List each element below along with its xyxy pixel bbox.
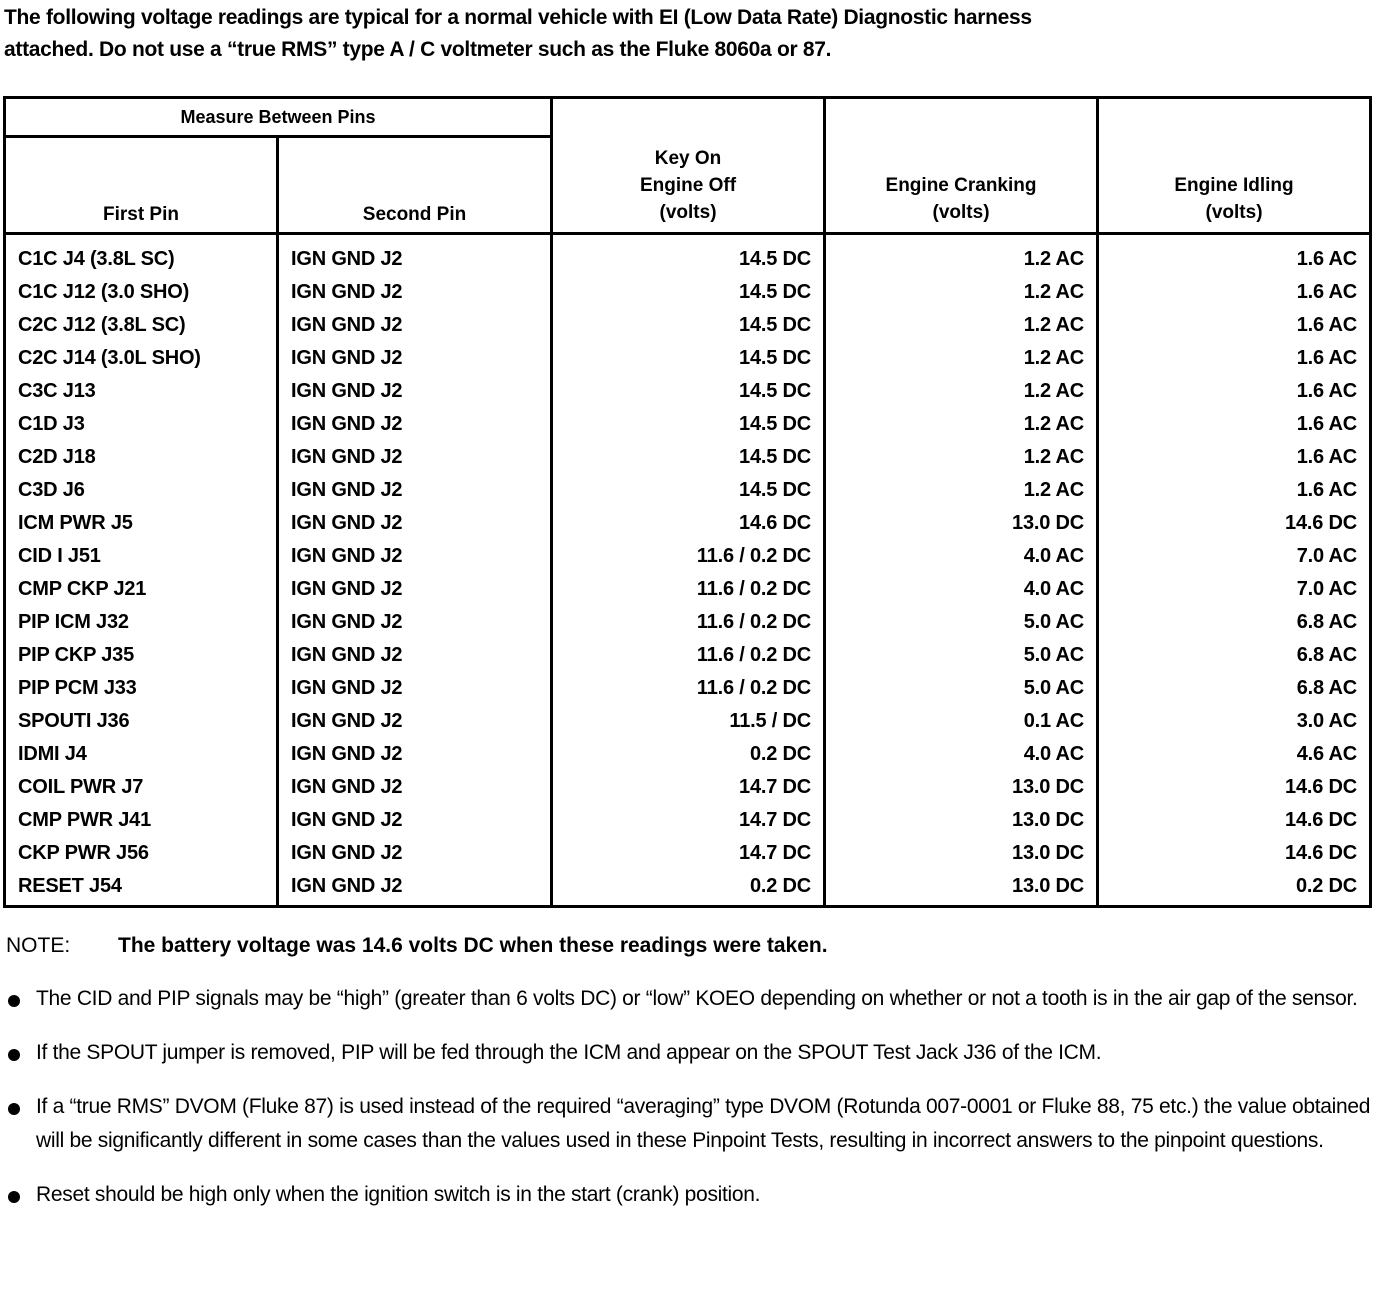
cell-key-on-engine-off: 14.5 DC [552,408,825,441]
header-koeo-line-1: Key On [654,148,722,169]
cell-key-on-engine-off: 14.5 DC [552,309,825,342]
cell-key-on-engine-off: 14.7 DC [552,771,825,804]
cell-second-pin: IGN GND J2 [278,234,552,277]
bullet-dot-icon [8,995,20,1007]
cell-engine-cranking: 1.2 AC [825,342,1098,375]
cell-first-pin: RESET J54 [5,870,278,907]
cell-engine-cranking: 13.0 DC [825,870,1098,907]
cell-second-pin: IGN GND J2 [278,375,552,408]
cell-key-on-engine-off: 11.6 / 0.2 DC [552,639,825,672]
table-row [5,540,1371,573]
cell-engine-idling: 1.6 AC [1098,441,1371,474]
cell-engine-cranking: 1.2 AC [825,474,1098,507]
cell-engine-cranking: 5.0 AC [825,606,1098,639]
note-text: The battery voltage was 14.6 volts DC when these readings were taken. [118,934,828,957]
table-row [5,606,1371,639]
cell-second-pin: IGN GND J2 [278,342,552,375]
header-second-pin: Second Pin [278,137,552,234]
cell-key-on-engine-off: 14.5 DC [552,342,825,375]
cell-engine-cranking: 13.0 DC [825,804,1098,837]
cell-first-pin: C3D J6 [5,474,278,507]
cell-second-pin: IGN GND J2 [278,309,552,342]
cell-key-on-engine-off: 11.6 / 0.2 DC [552,606,825,639]
header-engine-cranking [825,98,1098,234]
header-measure-between-pins: Measure Between Pins [5,98,552,137]
cell-first-pin: C1D J3 [5,408,278,441]
table-row [5,375,1371,408]
header-engine-idling [1098,98,1371,234]
cell-second-pin: IGN GND J2 [278,408,552,441]
cell-second-pin: IGN GND J2 [278,738,552,771]
cell-engine-idling: 6.8 AC [1098,672,1371,705]
bullet-text: If the SPOUT jumper is removed, PIP will be fed through the ICM and appear on the SPOUT Test Jack J36 of the ICM. [36,1041,1102,1064]
header-key-on-engine-off [552,98,825,234]
cell-first-pin: CMP PWR J41 [5,804,278,837]
bullet-dot-icon [8,1191,20,1203]
cell-engine-idling: 3.0 AC [1098,705,1371,738]
cell-engine-cranking: 1.2 AC [825,276,1098,309]
table-row [5,276,1371,309]
cell-first-pin: C3C J13 [5,375,278,408]
table-body [5,234,1371,907]
table-row [5,705,1371,738]
table-row [5,837,1371,870]
cell-key-on-engine-off: 14.5 DC [552,441,825,474]
cell-second-pin: IGN GND J2 [278,276,552,309]
cell-engine-cranking: 0.1 AC [825,705,1098,738]
table-row [5,234,1371,277]
cell-engine-cranking: 13.0 DC [825,837,1098,870]
cell-first-pin: C2C J14 (3.0L SHO) [5,342,278,375]
bullet-text: Reset should be high only when the ignition switch is in the start (crank) position. [36,1183,761,1206]
bullet-item [6,1036,1376,1070]
header-koeo-line-2: Engine Off [639,175,737,196]
cell-key-on-engine-off: 14.5 DC [552,474,825,507]
cell-engine-idling: 1.6 AC [1098,309,1371,342]
cell-engine-cranking: 13.0 DC [825,771,1098,804]
cell-key-on-engine-off: 0.2 DC [552,870,825,907]
header-koeo-line-3: (volts) [659,202,717,223]
cell-key-on-engine-off: 14.6 DC [552,507,825,540]
cell-key-on-engine-off: 14.5 DC [552,276,825,309]
header-idling-line-2: (volts) [1205,202,1263,223]
cell-key-on-engine-off: 14.5 DC [552,234,825,277]
cell-key-on-engine-off: 11.5 / DC [552,705,825,738]
cell-first-pin: C1C J12 (3.0 SHO) [5,276,278,309]
cell-engine-cranking: 4.0 AC [825,540,1098,573]
notes-bullet-list [6,982,1376,1232]
cell-engine-idling: 7.0 AC [1098,540,1371,573]
cell-second-pin: IGN GND J2 [278,837,552,870]
header-cranking-line-2: (volts) [932,202,990,223]
cell-engine-idling: 1.6 AC [1098,474,1371,507]
table-row [5,738,1371,771]
cell-second-pin: IGN GND J2 [278,771,552,804]
cell-key-on-engine-off: 14.7 DC [552,804,825,837]
cell-first-pin: COIL PWR J7 [5,771,278,804]
cell-first-pin: IDMI J4 [5,738,278,771]
cell-engine-idling: 4.6 AC [1098,738,1371,771]
cell-second-pin: IGN GND J2 [278,573,552,606]
voltage-readings-table [3,96,1372,908]
cell-first-pin: SPOUTI J36 [5,705,278,738]
cell-engine-idling: 6.8 AC [1098,606,1371,639]
cell-engine-idling: 14.6 DC [1098,771,1371,804]
cell-second-pin: IGN GND J2 [278,507,552,540]
cell-second-pin: IGN GND J2 [278,474,552,507]
cell-second-pin: IGN GND J2 [278,870,552,907]
table-row [5,474,1371,507]
header-first-pin: First Pin [5,137,278,234]
table-row [5,771,1371,804]
cell-engine-idling: 1.6 AC [1098,342,1371,375]
table-row [5,342,1371,375]
bullet-item [6,1090,1376,1158]
cell-engine-cranking: 1.2 AC [825,234,1098,277]
cell-second-pin: IGN GND J2 [278,672,552,705]
cell-engine-idling: 1.6 AC [1098,375,1371,408]
cell-key-on-engine-off: 11.6 / 0.2 DC [552,540,825,573]
table-row [5,309,1371,342]
cell-engine-cranking: 5.0 AC [825,672,1098,705]
cell-engine-idling: 14.6 DC [1098,837,1371,870]
cell-engine-idling: 1.6 AC [1098,234,1371,277]
bullet-item [6,1178,1376,1212]
cell-engine-idling: 1.6 AC [1098,408,1371,441]
cell-engine-idling: 14.6 DC [1098,804,1371,837]
cell-first-pin: PIP ICM J32 [5,606,278,639]
intro-line-1: The following voltage readings are typical for a normal vehicle with EI (Low Data Rate) Diagnostic harness [4,6,1032,29]
cell-first-pin: C2C J12 (3.8L SC) [5,309,278,342]
bullet-dot-icon [8,1049,20,1061]
cell-second-pin: IGN GND J2 [278,804,552,837]
cell-second-pin: IGN GND J2 [278,540,552,573]
table-row [5,573,1371,606]
cell-key-on-engine-off: 11.6 / 0.2 DC [552,672,825,705]
cell-first-pin: C1C J4 (3.8L SC) [5,234,278,277]
cell-first-pin: ICM PWR J5 [5,507,278,540]
battery-note [6,928,1376,964]
cell-engine-cranking: 13.0 DC [825,507,1098,540]
cell-engine-cranking: 4.0 AC [825,738,1098,771]
bullet-dot-icon [8,1103,20,1115]
table-row [5,804,1371,837]
cell-engine-cranking: 5.0 AC [825,639,1098,672]
cell-engine-idling: 0.2 DC [1098,870,1371,907]
cell-first-pin: C2D J18 [5,441,278,474]
cell-key-on-engine-off: 11.6 / 0.2 DC [552,573,825,606]
cell-engine-idling: 1.6 AC [1098,276,1371,309]
cell-second-pin: IGN GND J2 [278,639,552,672]
cell-engine-idling: 7.0 AC [1098,573,1371,606]
cell-engine-cranking: 4.0 AC [825,573,1098,606]
header-cranking-line-1: Engine Cranking [885,175,1037,196]
cell-key-on-engine-off: 14.5 DC [552,375,825,408]
intro-paragraph [4,2,1384,66]
cell-first-pin: PIP PCM J33 [5,672,278,705]
note-label: NOTE: [6,934,71,957]
cell-second-pin: IGN GND J2 [278,606,552,639]
intro-line-2: attached. Do not use a “true RMS” type A / C voltmeter such as the Fluke 8060a or 87. [4,38,832,61]
table-row [5,507,1371,540]
cell-first-pin: CID I J51 [5,540,278,573]
cell-engine-cranking: 1.2 AC [825,375,1098,408]
bullet-text: If a “true RMS” DVOM (Fluke 87) is used instead of the required “averaging” type DVOM (Rotunda 007-0001 or Fluke 88, 75 etc.) the value obtained will be significantly different in some cases than the values used in these Pinpoint Tests, resulting in incorrect answers to the pinpoint questions. [36,1095,1371,1152]
table-row [5,639,1371,672]
cell-first-pin: CMP CKP J21 [5,573,278,606]
table-row [5,408,1371,441]
cell-engine-cranking: 1.2 AC [825,309,1098,342]
cell-engine-idling: 14.6 DC [1098,507,1371,540]
cell-second-pin: IGN GND J2 [278,441,552,474]
cell-second-pin: IGN GND J2 [278,705,552,738]
table-row [5,672,1371,705]
bullet-item [6,982,1376,1016]
cell-key-on-engine-off: 14.7 DC [552,837,825,870]
bullet-text: The CID and PIP signals may be “high” (greater than 6 volts DC) or “low” KOEO depending on whether or not a tooth is in the air gap of the sensor. [36,987,1358,1010]
cell-key-on-engine-off: 0.2 DC [552,738,825,771]
header-idling-line-1: Engine Idling [1174,175,1294,196]
cell-first-pin: PIP CKP J35 [5,639,278,672]
cell-engine-cranking: 1.2 AC [825,408,1098,441]
table-row [5,441,1371,474]
cell-engine-cranking: 1.2 AC [825,441,1098,474]
table-row [5,870,1371,907]
cell-first-pin: CKP PWR J56 [5,837,278,870]
cell-engine-idling: 6.8 AC [1098,639,1371,672]
